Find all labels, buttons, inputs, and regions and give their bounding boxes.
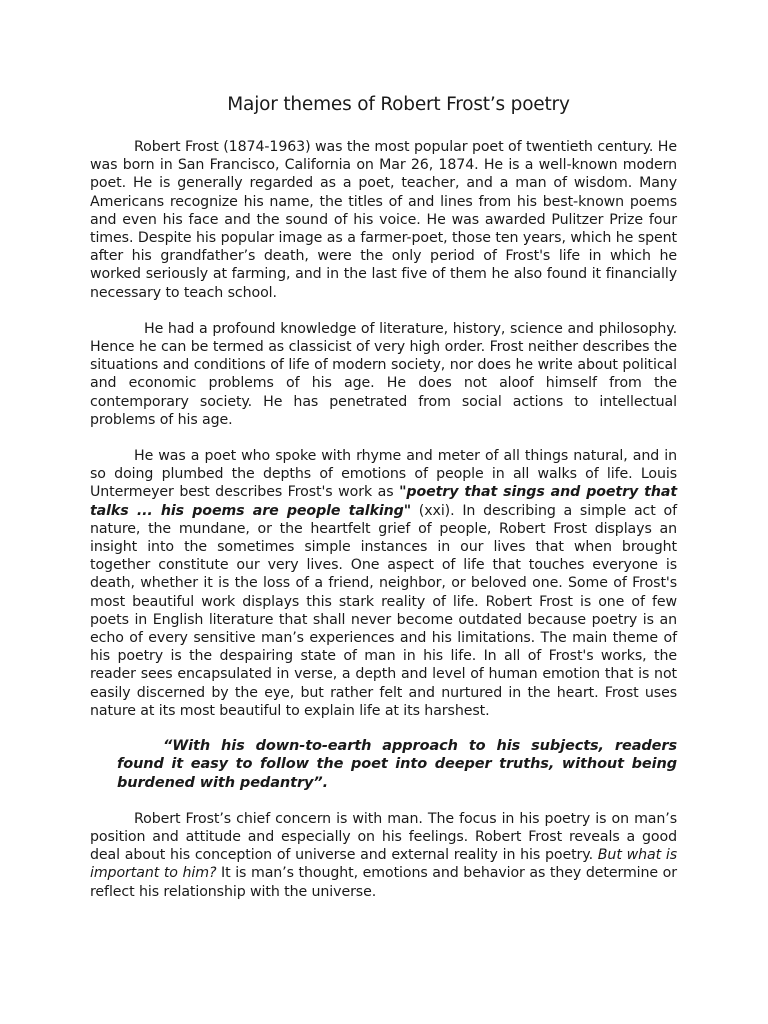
paragraph-text: He was a poet who spoke with rhyme and meter of all things natural, and in so doing plumbed the depths of emotions of people in all walks of life. Louis Untermeyer best describes Frost's work as bbox=[90, 448, 677, 501]
paragraph-concern bbox=[90, 810, 677, 901]
untermeyer-quote: "poetry that sings and poetry that talks ... his poems are people talking" bbox=[90, 484, 677, 519]
italic-question: But what is important to him? bbox=[90, 847, 677, 882]
paragraph-text: (xxi). In describing a simple act of nature, the mundane, or the heartfelt grief of people, Robert Frost displays an insight into the sometimes simple instances in our lives that when brought together constitute our very lives. One aspect of life that touches everyone is death, whether it is the loss of a friend, neighbor, or beloved one. Some of Frost's most beautiful work displays this stark reality of life. Robert Frost is one of few poets in English literature that shall never become outdated because poetry is an echo of every sensitive man’s experiences and his limitations. The main theme of his poetry is the despairing state of man in his life. In all of Frost's works, the reader sees encapsulated in verse, a depth and level of human emotion that is not easily discerned by the eye, but rather felt and nurtured in the heart. Frost uses nature at its most beautiful to explain life at its harshest. bbox=[90, 502, 677, 719]
document-page bbox=[90, 92, 677, 919]
page-title: Major themes of Robert Frost’s poetry bbox=[227, 94, 570, 115]
paragraph-knowledge: He had a profound knowledge of literature, history, science and philosophy. Hence he can be termed as classicist of very high order. Frost neither describes the situations and conditions of life of modern society, nor does he write about political and economic problems of his age. He does not aloof himself from the contemporary society. He has penetrated from social actions to intellectual problems of his age. bbox=[90, 320, 677, 428]
block-quote: “With his down-to-earth approach to his subjects, readers found it easy to follow the poet into deeper truths, without being burdened with pedantry”. bbox=[117, 738, 677, 791]
paragraph-text: Robert Frost’s chief concern is with man. The focus in his poetry is on man’s position and attitude and especially on his feelings. Robert Frost reveals a good deal about his conception of universe and external reality in his poetry. bbox=[90, 810, 677, 864]
paragraph-text: It is man’s thought, emotions and behavior as they determine or reflect his relationship with the universe. bbox=[90, 865, 677, 900]
paragraph-biography: Robert Frost (1874-1963) was the most popular poet of twentieth century. He was born in San Francisco, California on Mar 26, 1874. He is a well-known modern poet. He is generally regarded as a poet, teacher, and a man of wisdom. Many Americans recognize his name, the titles of and lines from his best-known poems and even his face and the sound of his voice. He was awarded Pulitzer Prize four times. Despite his popular image as a farmer-poet, those ten years, which he spent after his grandfather’s death, were the only period of Frost's life in which he worked seriously at farming, and in the last five of them he also found it financially necessary to teach school. bbox=[90, 139, 677, 301]
paragraph-themes bbox=[90, 447, 677, 720]
